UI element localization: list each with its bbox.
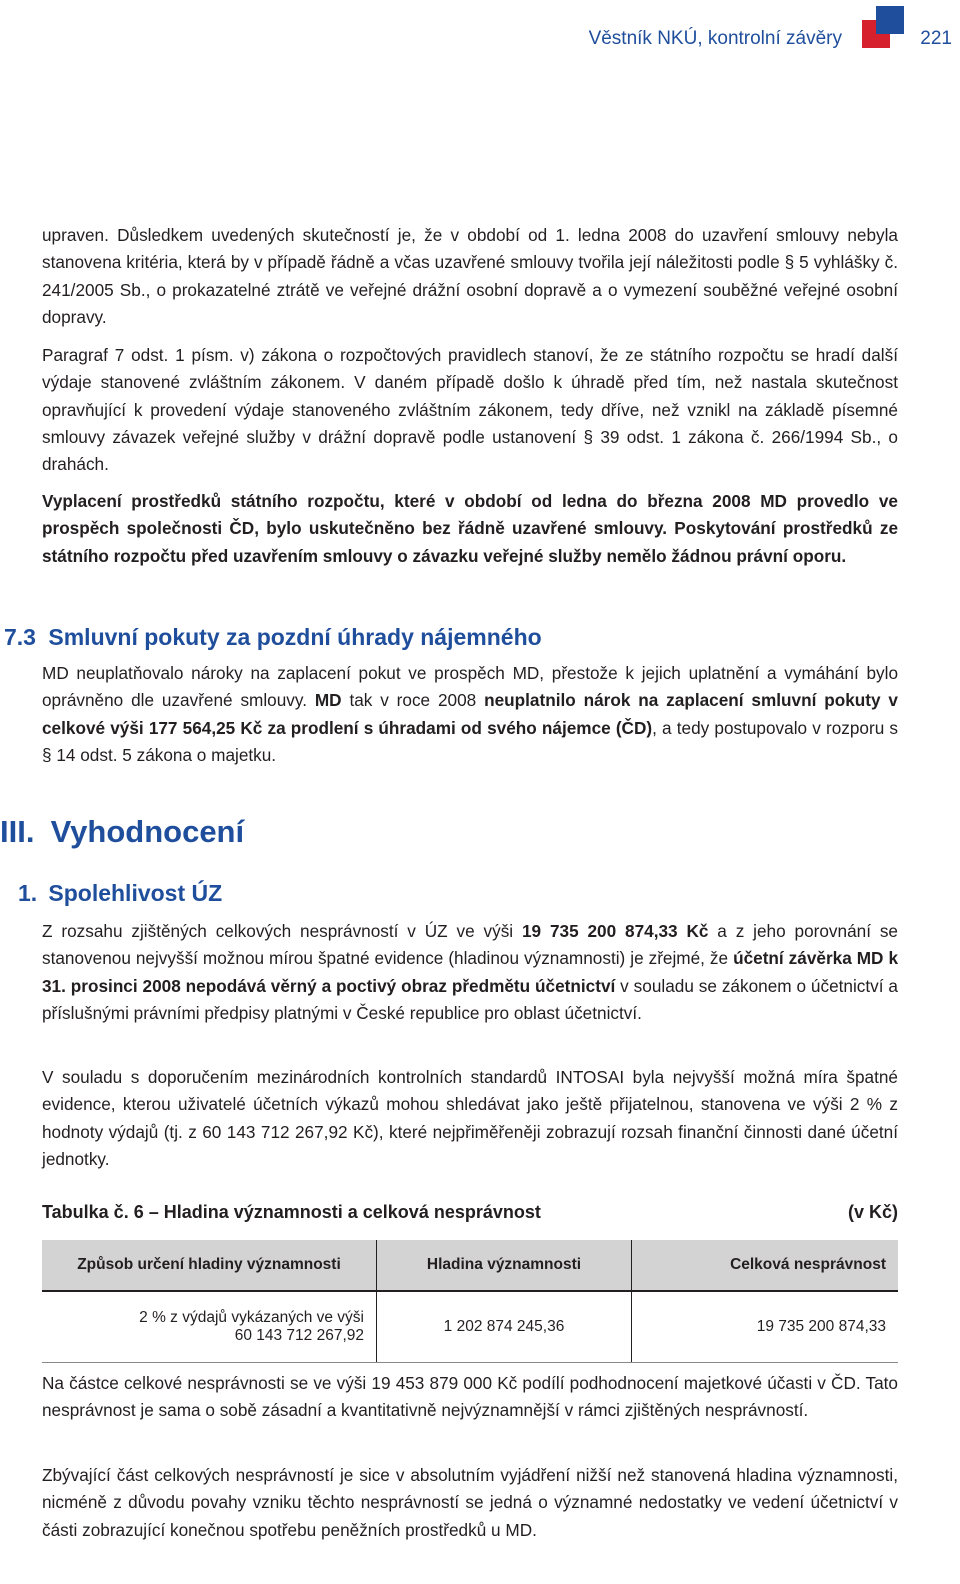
table-header-cell: Hladina významnosti — [377, 1240, 632, 1291]
text-run: Z rozsahu zjištěných celkových nesprávností v ÚZ ve výši — [42, 921, 522, 941]
subsection-1-number: 1. — [18, 880, 38, 906]
table-caption — [42, 1202, 898, 1223]
table-unit: (v Kč) — [847, 1202, 898, 1222]
section-7-3-heading — [4, 624, 542, 651]
table-cell-method — [42, 1291, 377, 1363]
chapter-iii-heading — [0, 814, 244, 850]
table-cell-level: 1 202 874 245,36 — [377, 1291, 632, 1363]
table-row — [42, 1291, 898, 1363]
text-run: v souladu se zákonem o účetnictví a příslušnými právními předpisy platnými v České republice pro oblast účetnictví. — [42, 975, 898, 1023]
table-caption-text: Tabulka č. 6 – Hladina významnosti a celková nesprávnost — [42, 1202, 541, 1222]
method-line-1: 2 % z výdajů vykázaných ve výši — [139, 1309, 364, 1326]
paragraph-3-bold: Vyplacení prostředků státního rozpočtu, které v období od ledna do března 2008 MD provedlo ve prospěch společnosti ČD, bylo uskutečněno bez řádně uzavřené smlouvy. Poskytování prostředků ze státního rozpočtu před uzavřením smlouvy o závazku veřejné služby nemělo žádnou právní oporu. — [42, 491, 898, 566]
text-run-bold: 19 735 200 874,33 Kč — [521, 921, 709, 941]
paragraph-1: upraven. Důsledkem uvedených skutečností je, že v období od 1. ledna 2008 do uzavření smlouvy nebyla stanovena kritéria, která by v případě řádně a včas uzavřené smlouvy tvořila její náležitosti podle § 5 vyhlášky č. 241/2005 Sb., o prokazatelné ztrátě ve veřejné drážní osobní dopravě a o vymezení souběžné veřejné osobní dopravy. — [42, 225, 898, 327]
logo-blue-square — [876, 6, 904, 34]
paragraph-after-table-1: Na částce celkové nesprávnosti se ve výši 19 453 879 000 Kč podílí podhodnocení majetkové účasti v ČD. Tato nesprávnost je sama o sobě zásadní a kvantitativně nejvýznamnější v rámci zjištěných nesprávností. — [42, 1373, 898, 1421]
chapter-iii-number: III. — [0, 814, 35, 849]
text-run-bold: neuplatnilo nárok na zaplacení smluvní pokuty v celkové výši 177 564,25 Kč za prodlení s úhradami od svého nájemce (ČD) — [42, 690, 898, 738]
text-run-bold: účetní závěrka MD k 31. prosinci 2008 nepodává věrný a poctivý obraz předmětu účetnictví — [42, 948, 898, 996]
subsection-1-paragraph-1 — [42, 918, 898, 1027]
journal-title: Věstník NKÚ, kontrolní závěry — [588, 28, 842, 49]
subsection-1-title: Spolehlivost ÚZ — [48, 880, 223, 906]
text-run: a z jeho porovnání se stanovenou nejvyšší možnou mírou špatné evidence (hladinou významnosti) je zřejmé, že — [42, 921, 898, 969]
materiality-table — [42, 1240, 898, 1363]
paragraph-after-table-2: Zbývající část celkových nesprávností je sice v absolutním vyjádření nižší než stanovená hladina významnosti, nicméně z důvodu povahy vzniku těchto nesprávností se jedná o významné nedostatky ve vedení účetnictví v části zobrazující konečnou spotřebu peněžních prostředků u MD. — [42, 1465, 898, 1540]
method-line-2: 60 143 712 267,92 — [234, 1327, 364, 1344]
table-header-row — [42, 1240, 898, 1291]
text-run: , a tedy postupovalo v rozporu s § 14 odst. 5 zákona o majetku. — [42, 717, 898, 765]
subsection-1-heading — [18, 880, 222, 907]
nku-logo — [862, 6, 906, 50]
table-header-cell: Celková nesprávnost — [632, 1240, 899, 1291]
section-7-3-title: Smluvní pokuty za pozdní úhrady nájemného — [48, 624, 542, 650]
paragraph-2: Paragraf 7 odst. 1 písm. v) zákona o rozpočtových pravidlech stanoví, že ze státního rozpočtu se hradí další výdaje stanovené zvláštním zákonem. V daném případě došlo k úhradě před tím, než nastala skutečnost opravňující k provedení výdaje stanoveného zvláštním zákonem, tedy dříve, než vznikl na základě písemné smlouvy závazek veřejné služby v drážní dopravě podle ustanovení § 39 odst. 1 zákona č. 266/1994 Sb., o drahách. — [42, 345, 898, 475]
text-run: tak v roce 2008 — [341, 690, 485, 711]
section-7-3-number: 7.3 — [4, 624, 36, 650]
table-cell-total: 19 735 200 874,33 — [632, 1291, 899, 1363]
chapter-iii-title: Vyhodnocení — [50, 814, 245, 849]
section-7-3-paragraph — [42, 660, 898, 769]
subsection-1-paragraph-2: V souladu s doporučením mezinárodních kontrolních standardů INTOSAI byla nejvyšší možná míra špatné evidence, kterou uživatelé účetních výkazů mohou shledávat jako ještě přijatelnou, stanovena ve výši 2 % z hodnoty výdajů (tj. z 60 143 712 267,92 Kč), které nejpřiměřeněji zobrazují rozsah finanční činnosti dané účetní jednotky. — [42, 1067, 898, 1169]
text-run: MD neuplatňovalo nároky na zaplacení pokut ve prospěch MD, přestože k jejich uplatnění a vymáhání bylo oprávněno dle uzavřené smlouvy. — [42, 663, 898, 711]
table-header-cell: Způsob určení hladiny významnosti — [42, 1240, 377, 1291]
text-run-bold: MD — [314, 690, 342, 711]
page-number: 221 — [920, 28, 952, 49]
